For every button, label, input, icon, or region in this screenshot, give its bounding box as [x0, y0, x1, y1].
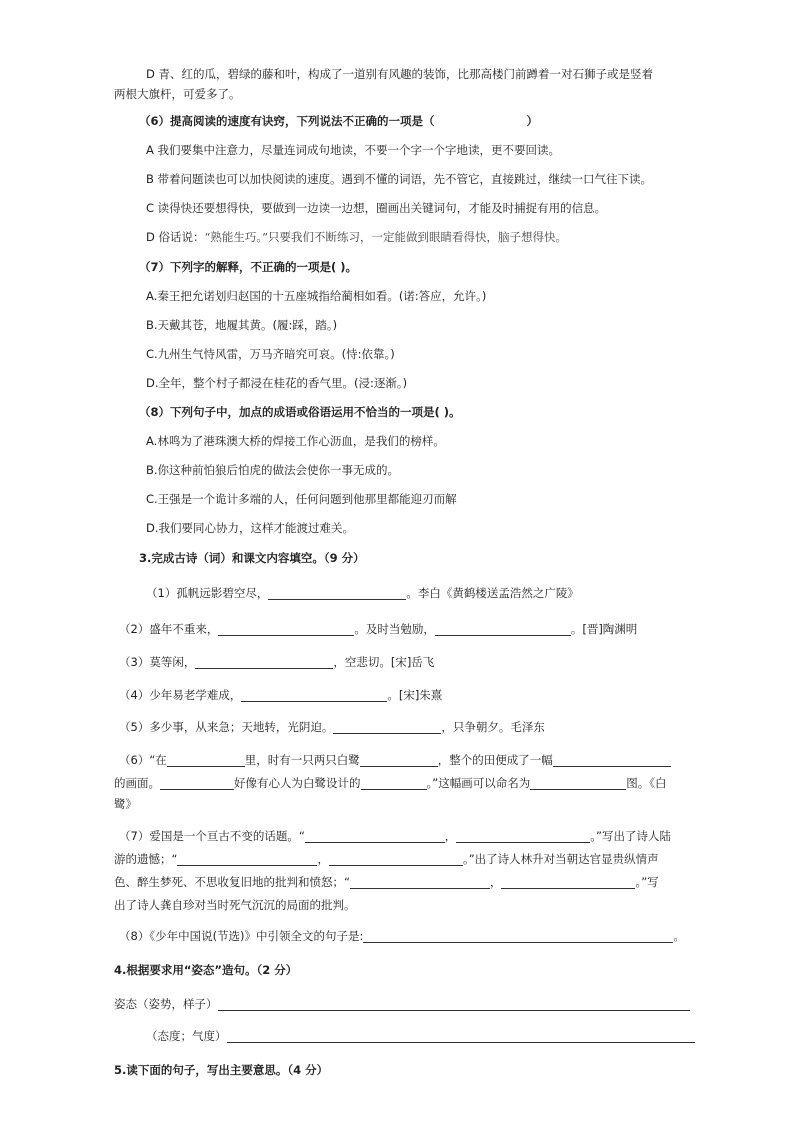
text-6-line3: 鹭》 [114, 797, 137, 811]
text-6-line1: （6）“在 里，时有一只两只白鹭 ，整个的田便成了一幅 [119, 752, 671, 768]
q6-option-d: D 俗话说：“熟能生巧。”只要我们不断练习，一定能做到眼睛看得快，脑子想得快。 [146, 230, 568, 244]
fill-blank[interactable] [350, 876, 490, 889]
fill-blank[interactable] [361, 777, 427, 790]
q6-option-a: A 我们要集中注意力，尽量连词成句地读，不要一个字一个字地读，更不要回读。 [146, 143, 561, 157]
sentence-line-2: （态度；气度） [146, 1028, 695, 1044]
q6-answer-blank[interactable] [435, 116, 527, 128]
fill-blank[interactable] [160, 777, 234, 790]
fill-blank[interactable] [435, 623, 571, 636]
q8-option-a: A.林鸣为了港珠澳大桥的焊接工作心沥血，是我们的榜样。 [146, 434, 445, 448]
fill-blank[interactable] [530, 777, 626, 790]
fill-blank[interactable] [501, 876, 635, 889]
fill-blank[interactable] [456, 830, 590, 843]
q7-option-b: B.天戴其苍，地履其黄。(履:踩，踏。) [146, 318, 338, 332]
poem-line-1: （1）孤帆远影碧空尽， 。李白《黄鹤楼送孟浩然之广陵》 [146, 586, 579, 600]
fill-blank[interactable] [177, 853, 317, 866]
q6-option-b: B 带着问题读也可以加快阅读的速度。遇到不懂的词语，先不管它，直接跳过，继续一口气往下读。 [146, 172, 653, 186]
fill-blank[interactable] [195, 656, 333, 669]
sentence-line-1: 姿态（姿势，样子） [114, 996, 690, 1012]
fill-blank[interactable] [360, 754, 438, 767]
text-8-line: （8）《少年中国说(节选)》中引领全文的句子是: 。 [119, 929, 685, 943]
fill-blank[interactable] [553, 754, 671, 767]
text-6-line2: 的画面。 好像有心人为白鹭设计的 。”这幅画可以命名为 图。《白 [114, 776, 667, 790]
section3-title: 3.完成古诗（词）和课文内容填空。（9 分） [139, 551, 365, 565]
poem-line-5: （5）多少事，从来急；天地转，光阴迫。 ，只争朝夕。毛泽东 [119, 720, 545, 734]
q8-option-b: B.你这种前怕狼后怕虎的做法会使你一事无成的。 [146, 463, 400, 477]
text-7-line1: （7）爱国是一个亘古不变的话题。“ ， 。”写出了诗人陆 [119, 829, 671, 843]
fill-blank[interactable] [241, 689, 387, 702]
q8-option-c: C.王强是一个诡计多端的人，任何问题到他那里都能迎刃而解 [146, 492, 457, 506]
q5-option-d-line2: 两根大旗杆，可爱多了。 [114, 87, 241, 101]
poem-line-2: （2）盛年不重来， 。及时当勉励， 。[晋]陶渊明 [119, 622, 638, 636]
fill-blank[interactable] [363, 930, 673, 943]
fill-blank[interactable] [218, 623, 354, 636]
poem-line-4: （4）少年易老学难成， 。[宋]朱熹 [119, 688, 443, 702]
text-7-line4: 出了诗人龚自珍对当时死气沉沉的局面的批判。 [114, 898, 356, 912]
fill-blank[interactable] [333, 721, 441, 734]
sentence-answer-line[interactable] [227, 1030, 695, 1043]
q6-option-c: C 读得快还要想得快，要做到一边读一边想，圈画出关键词句，才能及时捕捉有用的信息。 [146, 201, 607, 215]
section5-title: 5.读下面的句子，写出主要意思。（4 分） [114, 1063, 329, 1077]
q5-option-d-line1: D 青、红的瓜，碧绿的藤和叶，构成了一道别有风趣的装饰，比那高楼门前蹲着一对石狮子或是竖着 [146, 67, 654, 81]
poem-line-3: （3）莫等闲， ，空悲切。[宋]岳飞 [119, 655, 435, 669]
q7-option-a: A.秦王把允诺划归赵国的十五座城指给蔺相如看。(诺:答应，允许。) [146, 289, 487, 303]
q7-option-c: C.九州生气恃风雷，万马齐暗究可哀。(恃:依靠。) [146, 347, 395, 361]
q8-option-d: D.我们要同心协力，这样才能渡过难关。 [146, 521, 355, 535]
text-7-line2: 游的遗憾；“ ， 。”出了诗人林升对当朝达官显贵纵情声 [114, 852, 659, 866]
section4-title: 4.根据要求用“姿态”造句。（2 分） [114, 963, 298, 977]
q7-stem: （7）下列字的解释，不正确的一项是( )。 [139, 260, 358, 274]
fill-blank[interactable] [268, 587, 406, 600]
fill-blank[interactable] [305, 830, 445, 843]
sentence-answer-line[interactable] [218, 998, 690, 1011]
q7-option-d: D.全年，整个村子都浸在桂花的香气里。(浸:逐渐。) [146, 376, 408, 390]
fill-blank[interactable] [167, 754, 245, 767]
q6-stem: （6）提高阅读的速度有诀窍，下列说法不正确的一项是（ ） [139, 114, 538, 128]
q8-stem: （8）下列句子中，加点的成语或俗语运用不恰当的一项是( )。 [139, 405, 461, 419]
text-7-line3: 色、醉生梦死、不思收复旧地的批判和愤怒；“ ， 。”写 [114, 875, 659, 889]
fill-blank[interactable] [329, 853, 463, 866]
